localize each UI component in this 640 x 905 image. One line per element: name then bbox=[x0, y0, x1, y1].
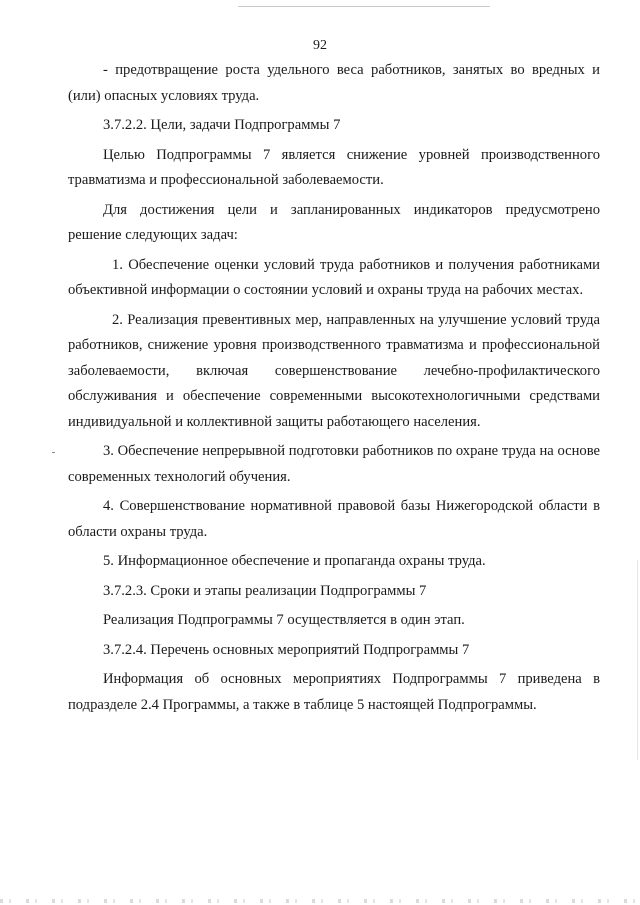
document-body bbox=[68, 58, 600, 722]
scan-right-edge bbox=[637, 560, 638, 760]
scan-top-rule bbox=[238, 6, 490, 7]
paragraph-goal: Целью Подпрограммы 7 является снижение уровней производственного травматизма и профессиональной заболеваемости. bbox=[68, 146, 600, 188]
section-heading-activities: 3.7.2.4. Перечень основных мероприятий Подпрограммы 7 bbox=[103, 641, 470, 658]
section-heading-timeline: 3.7.2.3. Сроки и этапы реализации Подпрограммы 7 bbox=[103, 582, 427, 599]
task-item-5: 5. Информационное обеспечение и пропаганда охраны труда. bbox=[103, 553, 486, 569]
paragraph-prevention: - предотвращение роста удельного веса работников, занятых во вредных и (или) опасных условиях труда. bbox=[68, 62, 600, 104]
task-item-4: 4. Совершенствование нормативной правовой базы Нижегородской области в области охраны труда. bbox=[68, 498, 600, 540]
task-item-2: 2. Реализация превентивных мер, направленных на улучшение условий труда работников, снижение уровня производственного травматизма и профессиональной заболеваемости, включая совершенствование лечебно-профилактического обслуживания и обеспечение современными высокотехнологичными средствами индивидуальной и коллективной защиты работающего населения. bbox=[68, 311, 600, 430]
paragraph-tasks-intro: Для достижения цели и запланированных индикаторов предусмотрено решение следующих задач: bbox=[68, 201, 600, 243]
paragraph-activities: Информация об основных мероприятиях Подпрограммы 7 приведена в подразделе 2.4 Программы, а также в таблице 5 настоящей Подпрограммы. bbox=[68, 671, 600, 713]
scan-bottom-noise bbox=[0, 899, 640, 903]
task-item-3: 3. Обеспечение непрерывной подготовки работников по охране труда на основе современных технологий обучения. bbox=[68, 443, 600, 485]
scan-margin-mark bbox=[52, 452, 55, 453]
page-number: 92 bbox=[313, 38, 327, 53]
task-item-1: 1. Обеспечение оценки условий труда работников и получения работниками объективной информации о состоянии условий и охраны труда на рабочих местах. bbox=[68, 256, 600, 298]
section-heading-goals: 3.7.2.2. Цели, задачи Подпрограммы 7 bbox=[103, 117, 341, 133]
paragraph-timeline: Реализация Подпрограммы 7 осуществляется в один этап. bbox=[103, 612, 465, 628]
